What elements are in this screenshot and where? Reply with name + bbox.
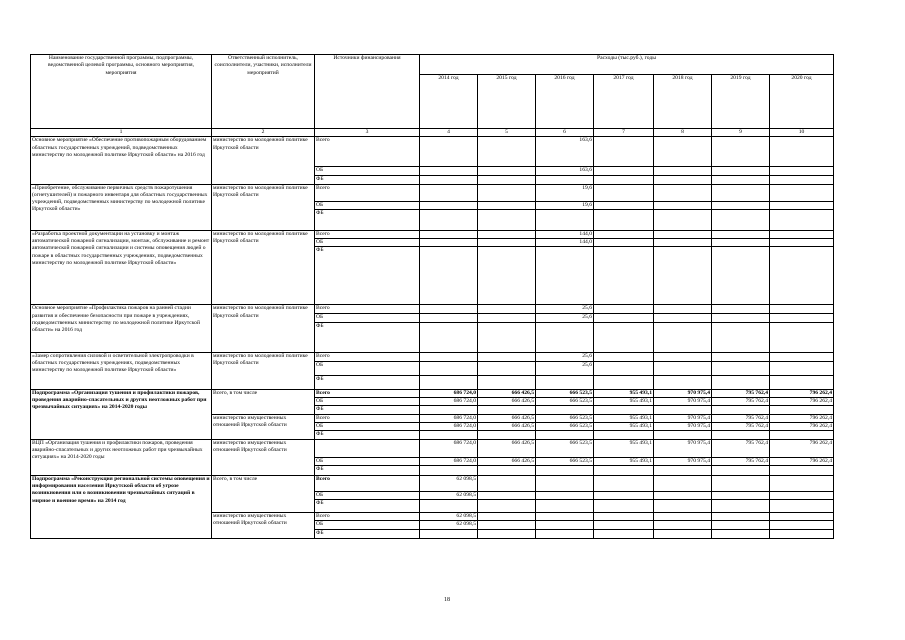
header-expenses: Расходы (тыс.руб.), годы xyxy=(420,55,834,75)
value-cell: 955 493,1 xyxy=(594,422,654,430)
source-cell: Всего xyxy=(315,352,420,361)
row-name: Подпрограмма «Организация тушения и профилактики пожаров, проведения аварийно-спасательных и других неотложных работ при чрезвычайных ситуациях» на 2014-2020 годы xyxy=(31,389,212,439)
row-executor: министерство по молодежной политике Иркутской области xyxy=(212,137,315,184)
value-cell: 686 724,0 xyxy=(420,398,478,406)
column-number: 1 xyxy=(31,129,212,137)
source-cell: ОБ xyxy=(315,457,420,465)
value-cell: 666 523,5 xyxy=(536,422,594,430)
source-cell: Всего xyxy=(315,389,420,397)
source-cell: ОБ xyxy=(315,314,420,322)
source-cell: ОБ xyxy=(315,239,420,247)
source-cell: Всего xyxy=(315,137,420,167)
column-number: 3 xyxy=(315,129,420,137)
column-number: 7 xyxy=(594,129,654,137)
source-cell: ФБ xyxy=(315,375,420,389)
value-cell: 796 262,4 xyxy=(770,439,834,457)
value-cell: 686 724,0 xyxy=(420,422,478,430)
column-number: 2 xyxy=(212,129,315,137)
value-cell: 666 426,5 xyxy=(478,398,536,406)
row-executor: Всего, в том числе xyxy=(212,475,315,512)
value-cell: 163,6 xyxy=(536,137,594,167)
value-cell: 666 523,5 xyxy=(536,457,594,465)
source-cell: Всего xyxy=(315,475,420,491)
header-col-executor: Ответственный исполнитель, соисполнители, участники, исполнители мероприятий xyxy=(212,55,315,129)
value-cell: 795 762,4 xyxy=(712,398,770,406)
source-cell xyxy=(315,439,420,457)
source-cell: Всего xyxy=(315,305,420,314)
source-cell: ФБ xyxy=(315,406,420,414)
value-cell: 62 098,5 xyxy=(420,521,478,529)
source-cell: Всего xyxy=(315,184,420,201)
value-cell: 970 975,4 xyxy=(654,422,712,430)
value-cell: 25,6 xyxy=(536,352,594,361)
source-cell: ФБ xyxy=(315,247,420,305)
value-cell: 955 493,1 xyxy=(594,398,654,406)
source-cell: ФБ xyxy=(315,209,420,230)
source-cell: Всего xyxy=(315,414,420,422)
value-cell: 970 975,4 xyxy=(654,439,712,457)
value-cell: 25,6 xyxy=(536,361,594,375)
value-cell: 795 762,4 xyxy=(712,457,770,465)
value-cell: 970 975,4 xyxy=(654,457,712,465)
column-number: 5 xyxy=(478,129,536,137)
column-number: 4 xyxy=(420,129,478,137)
value-cell: 795 762,4 xyxy=(712,414,770,422)
value-cell: 796 262,4 xyxy=(770,389,834,397)
row-name: «Замер сопротивления силовой и осветительной электропроводки в областных государственных учреждениях, подведомственных министерству по молодежной политике Иркутской области» xyxy=(31,352,212,389)
row-executor: министерство по молодежной политике Иркутской области xyxy=(212,230,315,305)
value-cell: 25,6 xyxy=(536,314,594,322)
value-cell: 666 426,5 xyxy=(478,439,536,457)
source-cell: ОБ xyxy=(315,422,420,430)
value-cell: 62 098,5 xyxy=(420,491,478,499)
value-cell: 666 426,5 xyxy=(478,457,536,465)
value-cell: 144,0 xyxy=(536,239,594,247)
value-cell: 796 262,4 xyxy=(770,398,834,406)
value-cell: 163,6 xyxy=(536,167,594,176)
value-cell: 955 493,1 xyxy=(594,457,654,465)
source-cell: ОБ xyxy=(315,398,420,406)
value-cell: 25,6 xyxy=(536,305,594,314)
value-cell: 970 975,4 xyxy=(654,389,712,397)
value-cell: 795 762,4 xyxy=(712,389,770,397)
value-cell: 796 262,4 xyxy=(770,457,834,465)
source-cell: ФБ xyxy=(315,500,420,513)
value-cell: 686 724,0 xyxy=(420,389,478,397)
budget-table xyxy=(30,54,834,539)
value-cell: 62 098,5 xyxy=(420,475,478,491)
row-executor: министерство по молодежной политике Иркутской области xyxy=(212,352,315,389)
row-name: «Разработка проектной документации на установку и монтаж автоматической пожарной сигнализации, монтаж, обслуживание и ремонт автоматической пожарной сигнализации и системы оповещения людей о пожаре в областных государственных учреждениях, подведомственных министерству по молодежной политике Иркутской области» xyxy=(31,230,212,305)
value-cell: 19,6 xyxy=(536,184,594,201)
value-cell: 666 523,5 xyxy=(536,398,594,406)
value-cell: 666 426,5 xyxy=(478,422,536,430)
row-executor: министерство имущественных отношений Иркутской области xyxy=(212,414,315,439)
value-cell: 970 975,4 xyxy=(654,414,712,422)
value-cell: 666 523,5 xyxy=(536,414,594,422)
value-cell: 796 262,4 xyxy=(770,414,834,422)
header-col-name: Наименование государственной программы, подпрограммы, ведомственной целевой программы, основного мероприятия, мероприятия xyxy=(31,55,212,129)
value-cell: 686 724,0 xyxy=(420,439,478,457)
row-name: «Приобретение, обслуживание первичных средств пожаротушения (огнетушителей) и пожарного инвентаря для областных государственных учреждений, подведомственных министерству по молодежной политике Иркутской области» xyxy=(31,184,212,230)
value-cell: 666 426,5 xyxy=(478,389,536,397)
row-executor: министерство имущественных отношений Иркутской области xyxy=(212,513,315,539)
header-year: 2018 год xyxy=(654,75,712,129)
header-col-source: Источники финансирования xyxy=(315,55,420,129)
value-cell: 795 762,4 xyxy=(712,422,770,430)
value-cell: 955 493,1 xyxy=(594,439,654,457)
value-cell: 666 523,5 xyxy=(536,389,594,397)
value-cell: 955 493,1 xyxy=(594,389,654,397)
header-year: 2017 год xyxy=(594,75,654,129)
row-name: Подпрограмма «Реконструкция региональной системы оповещения и информирования населения Иркутской области об угрозе возникновения или о возникновении чрезвычайных ситуаций в мирное и военное время» на 2014 год xyxy=(31,475,212,538)
header-year: 2020 год xyxy=(770,75,834,129)
value-cell: 955 493,1 xyxy=(594,414,654,422)
source-cell: Всего xyxy=(315,513,420,521)
value-cell: 686 724,0 xyxy=(420,457,478,465)
column-number: 10 xyxy=(770,129,834,137)
source-cell: ФБ xyxy=(315,176,420,184)
column-number: 6 xyxy=(536,129,594,137)
source-cell: ФБ xyxy=(315,431,420,439)
column-number: 9 xyxy=(712,129,770,137)
page-number: 18 xyxy=(444,597,450,603)
source-cell: ОБ xyxy=(315,201,420,209)
value-cell: 970 975,4 xyxy=(654,398,712,406)
row-name: ВЦП «Организация тушения и профилактики пожаров, проведения аварийно-спасательных и других неотложных работ при чрезвычайных ситуациях» на 2014-2020 годы xyxy=(31,439,212,475)
row-executor: министерство по молодежной политике Иркутской области xyxy=(212,305,315,352)
header-year: 2019 год xyxy=(712,75,770,129)
header-year: 2015 год xyxy=(478,75,536,129)
row-name: Основное мероприятие «Обеспечение противопожарным оборудованием областных государственных учреждений, подведомственных министерству по молодежной политике Иркутской области» на 2016 год xyxy=(31,137,212,184)
source-cell: ФБ xyxy=(315,322,420,352)
source-cell: ФБ xyxy=(315,465,420,475)
value-cell: 666 426,5 xyxy=(478,414,536,422)
value-cell: 666 523,5 xyxy=(536,439,594,457)
value-cell: 62 098,5 xyxy=(420,513,478,521)
source-cell: ОБ xyxy=(315,491,420,499)
source-cell: ОБ xyxy=(315,167,420,176)
row-executor: Всего, в том числе xyxy=(212,389,315,414)
source-cell: ОБ xyxy=(315,521,420,529)
row-executor: министерство по молодежной политике Иркутской области xyxy=(212,184,315,230)
header-year: 2016 год xyxy=(536,75,594,129)
source-cell: ОБ xyxy=(315,361,420,375)
value-cell: 19,6 xyxy=(536,201,594,209)
value-cell: 686 724,0 xyxy=(420,414,478,422)
source-cell: Всего xyxy=(315,230,420,238)
value-cell: 144,0 xyxy=(536,230,594,238)
row-name: Основное мероприятие «Профилактика пожаров на ранней стадии развития и обеспечение безопасности при пожаре в учреждениях, подведомственных министерству по молодежной политике Иркутской области» на 2016 год xyxy=(31,305,212,352)
row-executor: министерство имущественных отношений Иркутской области xyxy=(212,439,315,475)
header-year: 2014 год xyxy=(420,75,478,129)
source-cell: ФБ xyxy=(315,529,420,538)
value-cell: 796 262,4 xyxy=(770,422,834,430)
value-cell: 795 762,4 xyxy=(712,439,770,457)
column-number: 8 xyxy=(654,129,712,137)
